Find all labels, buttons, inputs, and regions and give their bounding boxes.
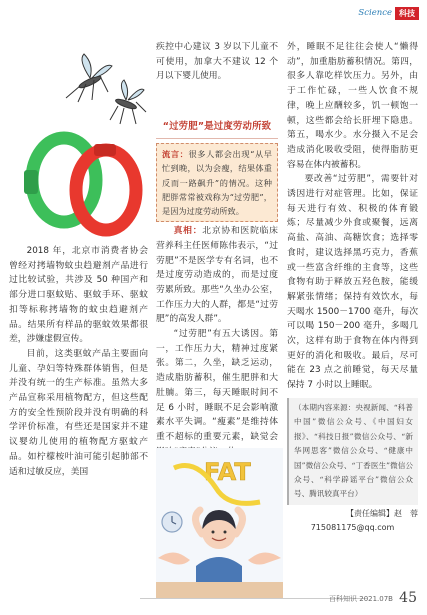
editor-credit: 【责任编辑】赵 蓉 (346, 508, 418, 518)
body-paragraph: 要改善“过劳肥”，需要针对诱因进行对症管理。比如，保证每天进行有效、积极的体育锻炼；尽量减少外食或聚餐，远离高盐、高油、高糖饮食；选择零食时，建议选择黑巧克力，香蕉或一些富含纤维的主食等，这些食物有助于释放五羟色胺，能缓解紧张情绪；保持有效饮水，每天喝水 1500－1700 毫升，每次可以喝 150－200 毫升，多喝几次，这样有助于食物在体内得到更好的消化和吸收。最后，尽可能在 23 点之前睡觉，每天尽量保持 7 小时以上睡眠。 (287, 174, 418, 391)
mosquito-icon (66, 54, 112, 102)
section-subheading: “过劳肥”是过度劳动所致 (162, 121, 272, 133)
source-note: （本期内容来源：央视新闻、“科普中国”微信公众号、《中国妇女报》、“科技日报”微信公众号、“新华网思客”微信公众号、“健康中国”微信公众号、“丁香医生”微信公众号、“科学辟谣平台”微信公众号、腾讯较真平台） (287, 398, 418, 505)
body-paragraph: 2018 年，北京市消费者协会曾经对拷墙物蚊虫趋避剂产品进行过比较试验，共涉及 50 种国产和部分进口驱蚊贴、驱蚊手环、驱蚊扣等标称拷墙物的蚊虫趋避剂产品。结果所有样品的驱蚊效果都很差，涉嫌虚假宣传。 (9, 246, 148, 345)
truth-label: 真相： (173, 226, 203, 237)
rumor-label: 流言： (162, 149, 189, 160)
mosquito-icon (110, 80, 146, 124)
body-paragraph: 目前，这类驱蚊产品主要面向儿童、孕妇等特殊群体销售，但是并没有统一的生产标准。虽然大多产品宣称采用植物配方，但这些配方的安全性预阶段并没有明确的科学评价标准，有些还是国家并不建议婴幼儿使用的植物配方驱蚊产品。如柠檬桉叶油可能引起肺部不适和过敏反应，美国 (9, 348, 148, 477)
editor-email: 715081175@qq.com (310, 522, 395, 532)
article-column-3 (287, 40, 418, 532)
section-label-en: Science (358, 8, 392, 18)
rumor-box (156, 143, 278, 222)
article-column-2 (156, 40, 278, 459)
fat-text: FAT (204, 458, 251, 486)
page-footer (0, 592, 427, 606)
issue-label: 百科知识 2021.07B (329, 595, 393, 603)
body-paragraph: 疾控中心建议 3 岁以下儿童不可使用，加拿大不建议 12 个月以下婴儿使用。 (156, 42, 278, 82)
section-label-cn: 科技 (395, 7, 419, 20)
section-header (358, 6, 419, 20)
clock-icon (162, 512, 182, 532)
article-column-1 (9, 244, 148, 479)
overwork-illustration (156, 448, 283, 598)
repellent-band-red (76, 144, 136, 230)
rumor-text: 很多人都会出现“从早忙到晚，以为会瘦，结果体重反而一路飙升”的情况。这种肥胖常常被戏称为“过劳肥”，是因为过度劳动所致。 (162, 149, 272, 216)
body-paragraph: “过劳肥”有五大诱因。第一，工作压力大，精神过度紧张。第二，久坐，缺乏运动，造成脂肪蓄积，催生肥胖和大肚腩。第三，每天睡眠时间不足 6 小时，睡眠不足会影响激素水平失调。“瘦素”是维持体重不超标的重要元素，缺觉会 (156, 329, 278, 442)
page-number: 45 (399, 590, 417, 606)
truth-paragraph (156, 224, 278, 327)
subheading-divider (156, 138, 278, 139)
mosquito-band-illustration (8, 20, 148, 242)
body-paragraph: 外，睡眠不足往往会使人“懒得动”，加重脂肪蓄积情况。第四，很多人靠吃样饮压力。另外，由于工作忙碌，一些人饮食不规律，晚上应酬较多，饥一顿饱一顿，这些都会给长肝埋下隐患。第五，喝水少。水分摄入不足会造成消化吸收受阻，使得脂肪更容易在体内被蓄积。 (287, 42, 418, 170)
truth-text: 北京协和医院临床营养科主任医师陈伟表示，“过劳肥”不是医学专有名词，也不是过度劳动造成的，而是过度劳累所致。那些“久坐办公室，工作压力大的人群，都是“过劳肥”的高发人群”。 (156, 226, 278, 325)
